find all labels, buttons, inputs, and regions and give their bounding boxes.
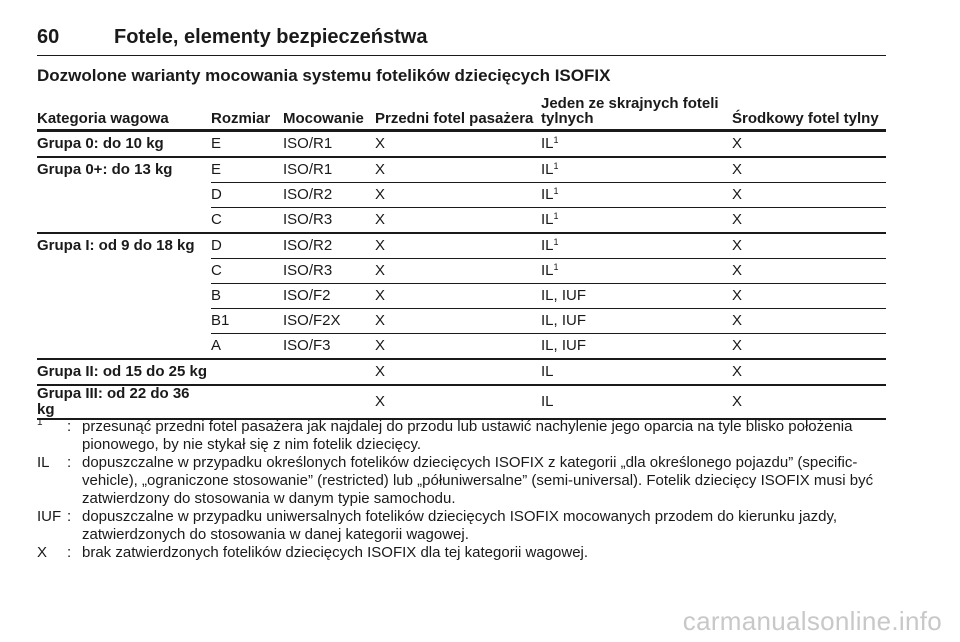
- section-title: Dozwolone warianty mocowania systemu fotelików dziecięcych ISOFIX: [37, 66, 611, 85]
- size-cell: C: [211, 208, 283, 234]
- fixture-cell: ISO/R1: [283, 131, 375, 158]
- footnote-key-label: IUF: [37, 508, 62, 525]
- footnote-marker: 1: [553, 262, 559, 272]
- front-seat-cell: X: [375, 334, 541, 360]
- weight-group-cell: [37, 284, 211, 309]
- size-cell: [211, 385, 283, 419]
- footnote-item: [37, 544, 886, 562]
- fixture-cell: ISO/R3: [283, 259, 375, 284]
- weight-group-cell: Grupa 0: do 10 kg: [37, 131, 211, 158]
- weight-group-cell: [37, 183, 211, 208]
- outer-rear-seat-cell: [541, 309, 732, 334]
- size-cell: B1: [211, 309, 283, 334]
- weight-group-cell: Grupa 0+: do 13 kg: [37, 161, 173, 179]
- center-rear-seat-cell: X: [732, 233, 886, 259]
- footnote-marker: 1: [553, 237, 559, 247]
- fixture-cell: ISO/R3: [283, 208, 375, 234]
- footnote-item: [37, 418, 886, 454]
- footnote-key-label: IL: [37, 454, 50, 471]
- weight-group-cell: [37, 208, 211, 234]
- center-rear-seat-cell: X: [732, 157, 886, 183]
- outer-rear-seat-cell: [541, 259, 732, 284]
- outer-rear-seat-cell: [541, 157, 732, 183]
- fixture-cell: ISO/R1: [283, 157, 375, 183]
- front-seat-cell: X: [375, 284, 541, 309]
- table-row: [37, 233, 886, 259]
- footnote-text: brak zatwierdzonych fotelików dziecięcych ISOFIX dla tej kategorii wagowej.: [82, 544, 589, 561]
- table-row: [37, 385, 886, 419]
- footnote-item: [37, 508, 886, 544]
- col-header-center-rear-seat: Środkowy fotel tylny: [732, 96, 886, 131]
- weight-group-cell: Grupa III: od 22 do 36 kg: [37, 385, 211, 419]
- footnote-marker: 1: [553, 211, 559, 221]
- front-seat-cell: X: [375, 309, 541, 334]
- front-seat-cell: X: [375, 359, 541, 385]
- outer-rear-seat-value: IL, IUF: [541, 312, 587, 329]
- center-rear-seat-cell: X: [732, 385, 886, 419]
- outer-rear-seat-value: IL: [541, 161, 554, 178]
- footnote-key: [37, 544, 67, 562]
- fixture-cell: ISO/F3: [283, 334, 375, 360]
- footnote-marker: 1: [553, 186, 559, 196]
- front-seat-cell: X: [375, 208, 541, 234]
- outer-rear-seat-value: IL, IUF: [541, 287, 587, 304]
- fixture-cell: [283, 385, 375, 419]
- outer-rear-seat-value: IL: [541, 393, 554, 410]
- col-header-outer-rear-seat: Jeden ze skrajnych foteli tylnych: [541, 96, 732, 131]
- table-row: [37, 284, 886, 309]
- footnote-item: [37, 454, 886, 508]
- outer-rear-seat-cell: [541, 131, 732, 158]
- outer-rear-seat-value: IL: [541, 363, 554, 380]
- footnote-key: [37, 508, 67, 544]
- table-row: [37, 359, 886, 385]
- outer-rear-seat-cell: [541, 233, 732, 259]
- table-row: [37, 131, 886, 158]
- outer-rear-seat-value: IL: [541, 237, 554, 254]
- outer-rear-seat-cell: [541, 334, 732, 360]
- footnote-separator: :: [67, 508, 72, 525]
- footnote-key: [37, 454, 67, 508]
- table-row: [37, 208, 886, 234]
- front-seat-cell: X: [375, 183, 541, 208]
- table-row: [37, 157, 886, 183]
- center-rear-seat-cell: X: [732, 284, 886, 309]
- chapter-title: Fotele, elementy bezpieczeństwa: [114, 26, 428, 48]
- size-cell: A: [211, 334, 283, 360]
- footnote-text: dopuszczalne w przypadku uniwersalnych fotelików dziecięcych ISOFIX mocowanych przodem do kierunku jazdy, zatwierdzonych do stosowania w danej kategorii wagowej.: [82, 508, 838, 543]
- weight-group-cell: [37, 334, 211, 360]
- center-rear-seat-cell: X: [732, 309, 886, 334]
- isofix-table: [37, 96, 886, 420]
- table-row: [37, 259, 886, 284]
- footnote-separator: :: [67, 544, 72, 561]
- footnote-key-marker: 1: [37, 417, 43, 428]
- footnote-separator: :: [67, 454, 72, 471]
- front-seat-cell: X: [375, 233, 541, 259]
- center-rear-seat-cell: X: [732, 183, 886, 208]
- outer-rear-seat-cell: [541, 208, 732, 234]
- outer-rear-seat-value: IL: [541, 135, 554, 152]
- footnote-key-label: X: [37, 544, 48, 561]
- size-cell: D: [211, 233, 283, 259]
- page-number: 60: [37, 26, 60, 48]
- size-cell: B: [211, 284, 283, 309]
- footnote-text: przesunąć przedni fotel pasażera jak najdalej do przodu lub ustawić nachylenie jego oparcia na tyle blisko położenia pionowego, by nie stykał się z nim fotelik dziecięcy.: [82, 418, 853, 453]
- header-rule: [37, 55, 886, 56]
- fixture-cell: ISO/R2: [283, 183, 375, 208]
- weight-group-cell: Grupa II: od 15 do 25 kg: [37, 359, 211, 385]
- table-row: [37, 183, 886, 208]
- outer-rear-seat-value: IL: [541, 186, 554, 203]
- size-cell: C: [211, 259, 283, 284]
- outer-rear-seat-value: IL, IUF: [541, 337, 587, 354]
- outer-rear-seat-cell: [541, 385, 732, 419]
- outer-rear-seat-cell: [541, 284, 732, 309]
- table-row: [37, 334, 886, 360]
- outer-rear-seat-value: IL: [541, 211, 554, 228]
- table-row: [37, 309, 886, 334]
- weight-group-cell: [37, 309, 211, 334]
- table-body: [37, 131, 886, 420]
- size-cell: [211, 359, 283, 385]
- table-header-row: [37, 96, 886, 131]
- fixture-cell: ISO/F2X: [283, 309, 375, 334]
- center-rear-seat-cell: X: [732, 359, 886, 385]
- footnote-key: [37, 418, 67, 454]
- outer-rear-seat-cell: [541, 359, 732, 385]
- fixture-cell: [283, 359, 375, 385]
- footnote-text: dopuszczalne w przypadku określonych fotelików dziecięcych ISOFIX z kategorii „dla określonego pojazdu” (specific-vehicle), „ograniczone stosowanie” (restricted) lub „półuniwersalne” (semi-universal). Fotelik dziecięcy ISOFIX musi być zatwierdzony do stosowania w danym typie samochodu.: [82, 454, 874, 507]
- footnotes: [37, 418, 886, 562]
- footnote-marker: 1: [553, 135, 559, 145]
- footnote-marker: 1: [553, 161, 559, 171]
- center-rear-seat-cell: X: [732, 334, 886, 360]
- front-seat-cell: X: [375, 157, 541, 183]
- footnote-separator: :: [67, 418, 72, 435]
- watermark: carmanualsonline.info: [682, 606, 942, 636]
- col-header-size: Rozmiar: [211, 96, 283, 131]
- col-header-weight: Kategoria wagowa: [37, 96, 211, 131]
- col-header-fixture: Mocowanie: [283, 96, 375, 131]
- weight-group-cell: [37, 259, 211, 284]
- center-rear-seat-cell: X: [732, 208, 886, 234]
- fixture-cell: ISO/F2: [283, 284, 375, 309]
- front-seat-cell: X: [375, 385, 541, 419]
- size-cell: E: [211, 131, 283, 158]
- center-rear-seat-cell: X: [732, 131, 886, 158]
- front-seat-cell: X: [375, 131, 541, 158]
- size-cell: D: [211, 183, 283, 208]
- front-seat-cell: X: [375, 259, 541, 284]
- col-header-front-seat: Przedni fotel pasażera: [375, 96, 541, 131]
- center-rear-seat-cell: X: [732, 259, 886, 284]
- size-cell: E: [211, 157, 283, 183]
- outer-rear-seat-cell: [541, 183, 732, 208]
- outer-rear-seat-value: IL: [541, 262, 554, 279]
- fixture-cell: ISO/R2: [283, 233, 375, 259]
- weight-group-cell: Grupa I: od 9 do 18 kg: [37, 237, 195, 255]
